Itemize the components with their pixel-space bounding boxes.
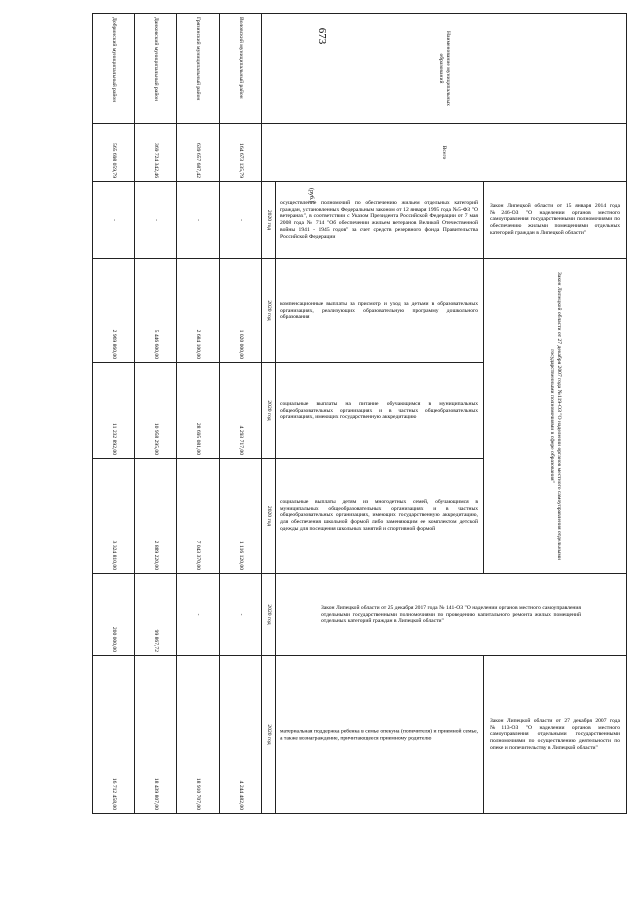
row-custody: 18 439 807,00 (135, 656, 177, 814)
header-law-2014: Закон Липецкой области от 15 января 2014 года №246-ОЗ "О наделении органов местного самоуправления государственными полномочиями по обеспечению жилыми помещениями отдельных категорий граждан в Липецкой области" (484, 182, 627, 259)
row-name: Грязинский муниципальный район (177, 14, 219, 124)
row-total: 369 724 342,46 (135, 124, 177, 182)
header-sub-2014: осуществление полномочий по обеспечению жильем отдельных категорий граждан, установленных Федеральным законом от 12 января 1995 года №5-ФЗ "О ветеранах", в соответствии с Указом Президента Российской Федерации от 7 мая 2008 года № 714 "Об обеспечении жильем ветеранов Великой Отечественной войны 1941 - 1945 годов" за счет средств резервного фонда Правительства Российской Федерации (276, 182, 484, 259)
row-edu2: 4 293 717,00 (219, 363, 261, 459)
header-row-1 (484, 14, 627, 814)
rotated-table-container (92, 13, 627, 813)
row-edu3: 7 043 370,00 (177, 459, 219, 574)
row-2014: - (219, 182, 261, 259)
row-2017: - (177, 574, 219, 656)
header-law-2007-custody: Закон Липецкой области от 27 декабря 2007 года №113-ОЗ "О наделении органов местного самоуправления отдельными государственными полномочиями по осуществлению деятельности по опеке и попечительству в Липецкой области" (484, 656, 627, 814)
budget-table (92, 13, 627, 814)
header-municipal: Наименование муниципальных образований (262, 14, 627, 124)
row-name: Данковский муниципальный район (135, 14, 177, 124)
row-edu1: 2 684 100,00 (177, 259, 219, 363)
header-law-2017: Закон Липецкой области от 25 декабря 2017 года № 141-ОЗ "О наделении органов местного самоуправления отдельными государственными полномочиями по проведению капитального ремонта жилых помещений отдельных категорий граждан в Липецкой области" (276, 574, 627, 656)
row-edu1: 1 020 000,00 (219, 259, 261, 363)
table-row (93, 14, 135, 814)
table-row (177, 14, 219, 814)
row-custody: 16 712 458,00 (93, 656, 135, 814)
row-total: 164 673 135,79 (219, 124, 261, 182)
row-custody: 4 244 482,00 (219, 656, 261, 814)
row-2017: 99 867,72 (135, 574, 177, 656)
row-edu2: 10 958 295,00 (135, 363, 177, 459)
header-sub-custody: материальная поддержка ребенка в семье опекуна (попечителя) и приемной семье, а также вознаграждение, причитающееся приемному родителю (276, 656, 484, 814)
unit-note: (руб.) (308, 188, 314, 203)
row-total: 639 657 687,42 (177, 124, 219, 182)
year-label: 2020 год (262, 363, 276, 459)
row-edu1: 5 446 600,00 (135, 259, 177, 363)
row-2014: - (135, 182, 177, 259)
header-law-2007-education: Закон Липецкой области от 27 декабря 2007 года №119-ОЗ "О наделении органов местного самоуправления отдельными государственными полномочиями в сфере образования" (484, 259, 627, 574)
row-name: Добринский муниципальный район (93, 14, 135, 124)
row-edu3: 3 324 810,00 (93, 459, 135, 574)
header-sub-edu-2: социальные выплаты на питание обучающимся в муниципальных общеобразовательных организациях и в частных общеобразовательных организациях, имеющих государственную аккредитацию (276, 363, 484, 459)
header-total: Всего (262, 124, 627, 182)
year-label: 2020 год (262, 574, 276, 656)
row-2017: 200 000,00 (93, 574, 135, 656)
row-edu1: 2 969 860,00 (93, 259, 135, 363)
row-edu2: 11 232 892,00 (93, 363, 135, 459)
year-label: 2020 год (262, 259, 276, 363)
year-label: 2020 год (262, 459, 276, 574)
row-name: Воловский муниципальный район (219, 14, 261, 124)
header-sub-edu-1: компенсационные выплаты за присмотр и уход за детьми в образовательных организациях, реализующих образовательную программу дошкольного образования (276, 259, 484, 363)
year-label: 2020 год (262, 182, 276, 259)
row-custody: 18 910 707,00 (177, 656, 219, 814)
row-edu3: 2 889 220,00 (135, 459, 177, 574)
row-2017: - (219, 574, 261, 656)
page-number: 673 (316, 27, 328, 45)
table-row (135, 14, 177, 814)
row-2014: - (93, 182, 135, 259)
table-row (219, 14, 261, 814)
row-2014: - (177, 182, 219, 259)
header-sub-edu-3: социальные выплаты детям из многодетных семей, обучающимся в муниципальных общеобразовательных организациях и в частных общеобразовательных организациях, имеющих государственную аккредитацию, для обеспечения школьной формой либо заменяющим ее комплектом детской одежды для посещения школьных занятий и спортивной формой (276, 459, 484, 574)
year-label: 2020 год (262, 656, 276, 814)
row-edu2: 28 695 081,00 (177, 363, 219, 459)
row-total: 565 698 059,79 (93, 124, 135, 182)
row-edu3: 1 116 120,00 (219, 459, 261, 574)
